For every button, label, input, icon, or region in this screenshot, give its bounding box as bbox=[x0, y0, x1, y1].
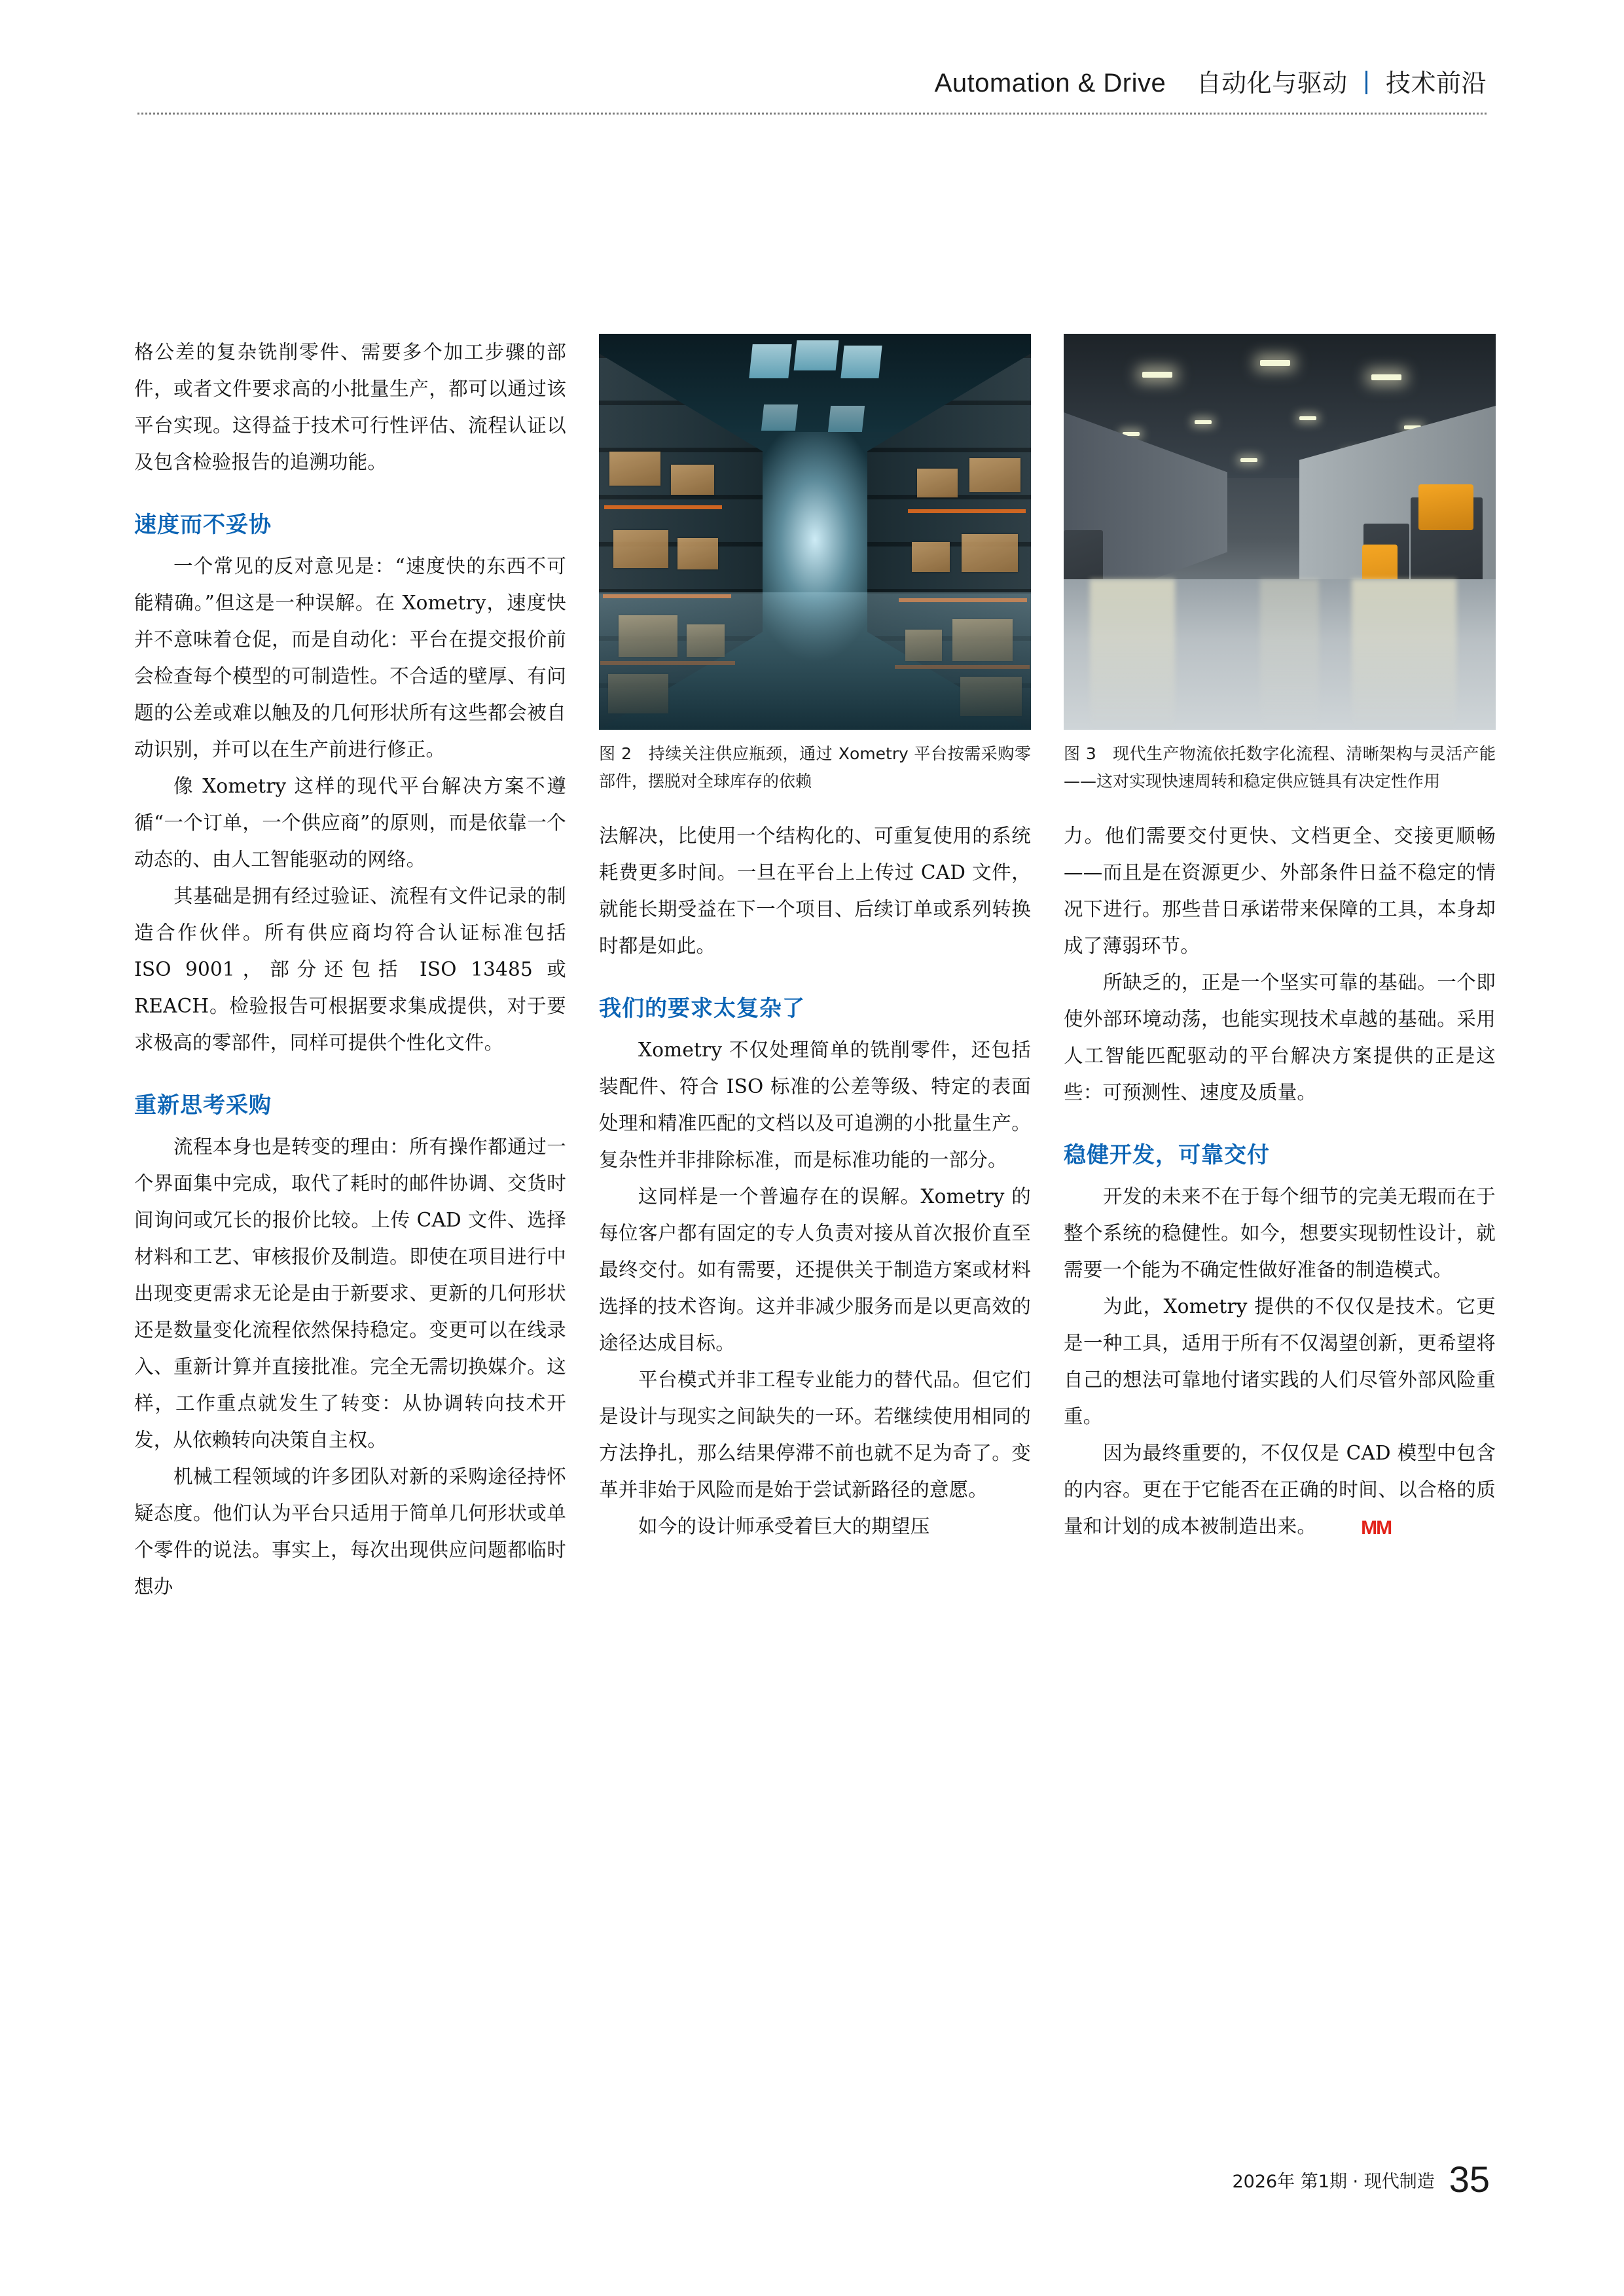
section-heading-procurement: 重新思考采购 bbox=[134, 1092, 272, 1119]
page-footer bbox=[1232, 2161, 1490, 2198]
figure-2-image bbox=[599, 334, 1031, 730]
header-divider bbox=[1365, 71, 1367, 94]
paragraph: 这同样是一个普遍存在的误解。Xometry 的每位客户都有固定的专人负责对接从首次报价直至最终交付。如有需要，还提供关于制造方案或材料选择的技术咨询。这并非减少服务而是以更高效的途径达成目标。 bbox=[599, 1185, 1031, 1354]
paragraph-text: 因为最终重要的，不仅仅是 CAD 模型中包含的内容。更在于它能否在正确的时间、以合格的质量和计划的成本被制造出来。 bbox=[1064, 1442, 1496, 1537]
paragraph: 其基础是拥有经过验证、流程有文件记录的制造合作伙伴。所有供应商均符合认证标准包括 ISO 9001，部分还包括 ISO 13485 或 REACH。检验报告可根据要求集成提供，对于要求极高的零部件，同样可提供个性化文件。 bbox=[134, 885, 566, 1054]
paragraph bbox=[1064, 1435, 1496, 1547]
paragraph: 力。他们需要交付更快、文档更全、交接更顺畅——而且是在资源更少、外部条件日益不稳定的情况下进行。那些昔日承诺带来保障的工具，本身却成了薄弱环节。 bbox=[1064, 825, 1496, 957]
figure-3-caption bbox=[1064, 740, 1496, 795]
paragraph: 开发的未来不在于每个细节的完美无瑕而在于整个系统的稳健性。如今，想要实现韧性设计，就需要一个能为不确定性做好准备的制造模式。 bbox=[1064, 1185, 1496, 1281]
figure-2-caption bbox=[599, 740, 1031, 795]
paragraph: 如今的设计师承受着巨大的期望压 bbox=[638, 1515, 930, 1537]
paragraph: 平台模式并非工程专业能力的替代品。但它们是设计与现实之间缺失的一环。若继续使用相同的方法挣扎，那么结果停滞不前也就不足为奇了。变革并非始于风险而是始于尝试新路径的意愿。 bbox=[599, 1369, 1031, 1501]
section-heading-speed: 速度而不妥协 bbox=[134, 512, 272, 538]
header-section-label: 技术前沿 bbox=[1385, 69, 1487, 98]
column-one bbox=[134, 334, 566, 1605]
page-number: 35 bbox=[1449, 2159, 1490, 2200]
column-two bbox=[599, 334, 1031, 1545]
figure-2 bbox=[599, 334, 1031, 795]
paragraph: 流程本身也是转变的理由：所有操作都通过一个界面集中完成，取代了耗时的邮件协调、交货时间询问或冗长的报价比较。上传 CAD 文件、选择材料和工艺、审核报价及制造。即使在项目进行中出现变更需求无论是由于新要求、更新的几何形状还是数量变化流程依然保持稳定。变更可以在线录入、重新计算并直接批准。完全无需切换媒介。这样，工作重点就发生了转变：从协调转向技术开发，从依赖转向决策自主权。 bbox=[134, 1136, 566, 1451]
mm-end-mark: MM bbox=[1361, 1517, 1392, 1539]
header-rule bbox=[137, 113, 1487, 117]
section-heading-robust: 稳健开发，可靠交付 bbox=[1064, 1142, 1270, 1168]
paragraph: 像 Xometry 这样的现代平台解决方案不遵循“一个订单，一个供应商”的原则，而是依靠一个动态的、由人工智能驱动的网络。 bbox=[134, 775, 566, 870]
paragraph: 所缺乏的，正是一个坚实可靠的基础。一个即使外部环境动荡，也能实现技术卓越的基础。采用人工智能匹配驱动的平台解决方案提供的正是这些：可预测性、速度及质量。 bbox=[1064, 971, 1496, 1103]
paragraph: 格公差的复杂铣削零件、需要多个加工步骤的部件，或者文件要求高的小批量生产，都可以通过该平台实现。这得益于技术可行性评估、流程认证以及包含检验报告的追溯功能。 bbox=[134, 341, 566, 473]
figure-3-image bbox=[1064, 334, 1496, 730]
figure-2-caption-text: 持续关注供应瓶颈，通过 Xometry 平台按需采购零部件，摆脱对全球库存的依赖 bbox=[599, 744, 1031, 791]
header-title bbox=[137, 63, 1487, 99]
figure-3 bbox=[1064, 334, 1496, 795]
figure-3-caption-text: 现代生产物流依托数字化流程、清晰架构与灵活产能——这对实现快速周转和稳定供应链具有决定性作用 bbox=[1064, 744, 1496, 791]
figure-2-label: 图 2 bbox=[599, 744, 632, 763]
header-title-chinese: 自动化与驱动 bbox=[1196, 69, 1348, 98]
column-three bbox=[1064, 334, 1496, 1547]
paragraph: Xometry 不仅处理简单的铣削零件，还包括装配件、符合 ISO 标准的公差等级、特定的表面处理和精准匹配的文档以及可追溯的小批量生产。复杂性并非排除标准，而是标准功能的一部分。 bbox=[599, 1039, 1031, 1171]
paragraph: 法解决，比使用一个结构化的、可重复使用的系统耗费更多时间。一旦在平台上上传过 CAD 文件，就能长期受益在下一个项目、后续订单或系列转换时都是如此。 bbox=[599, 825, 1031, 957]
issue-info: 2026年 第1期 · 现代制造 bbox=[1232, 2172, 1435, 2192]
paragraph: 一个常见的反对意见是：“速度快的东西不可能精确。”但这是一种误解。在 Xometry，速度快并不意味着仓促，而是自动化：平台在提交报价前会检查每个模型的可制造性。不合适的壁厚、有问题的公差或难以触及的几何形状所有这些都会被自动识别，并可以在生产前进行修正。 bbox=[134, 555, 566, 761]
page-header bbox=[137, 63, 1487, 128]
section-heading-complexity: 我们的要求太复杂了 bbox=[599, 996, 805, 1022]
paragraph: 为此，Xometry 提供的不仅仅是技术。它更是一种工具，适用于所有不仅渴望创新，更希望将自己的想法可靠地付诸实践的人们尽管外部风险重重。 bbox=[1064, 1295, 1496, 1427]
paragraph: 机械工程领域的许多团队对新的采购途径持怀疑态度。他们认为平台只适用于简单几何形状或单个零件的说法。事实上，每次出现供应问题都临时想办 bbox=[134, 1465, 566, 1598]
figure-3-label: 图 3 bbox=[1064, 744, 1096, 763]
header-title-english: Automation & Drive bbox=[934, 69, 1166, 98]
